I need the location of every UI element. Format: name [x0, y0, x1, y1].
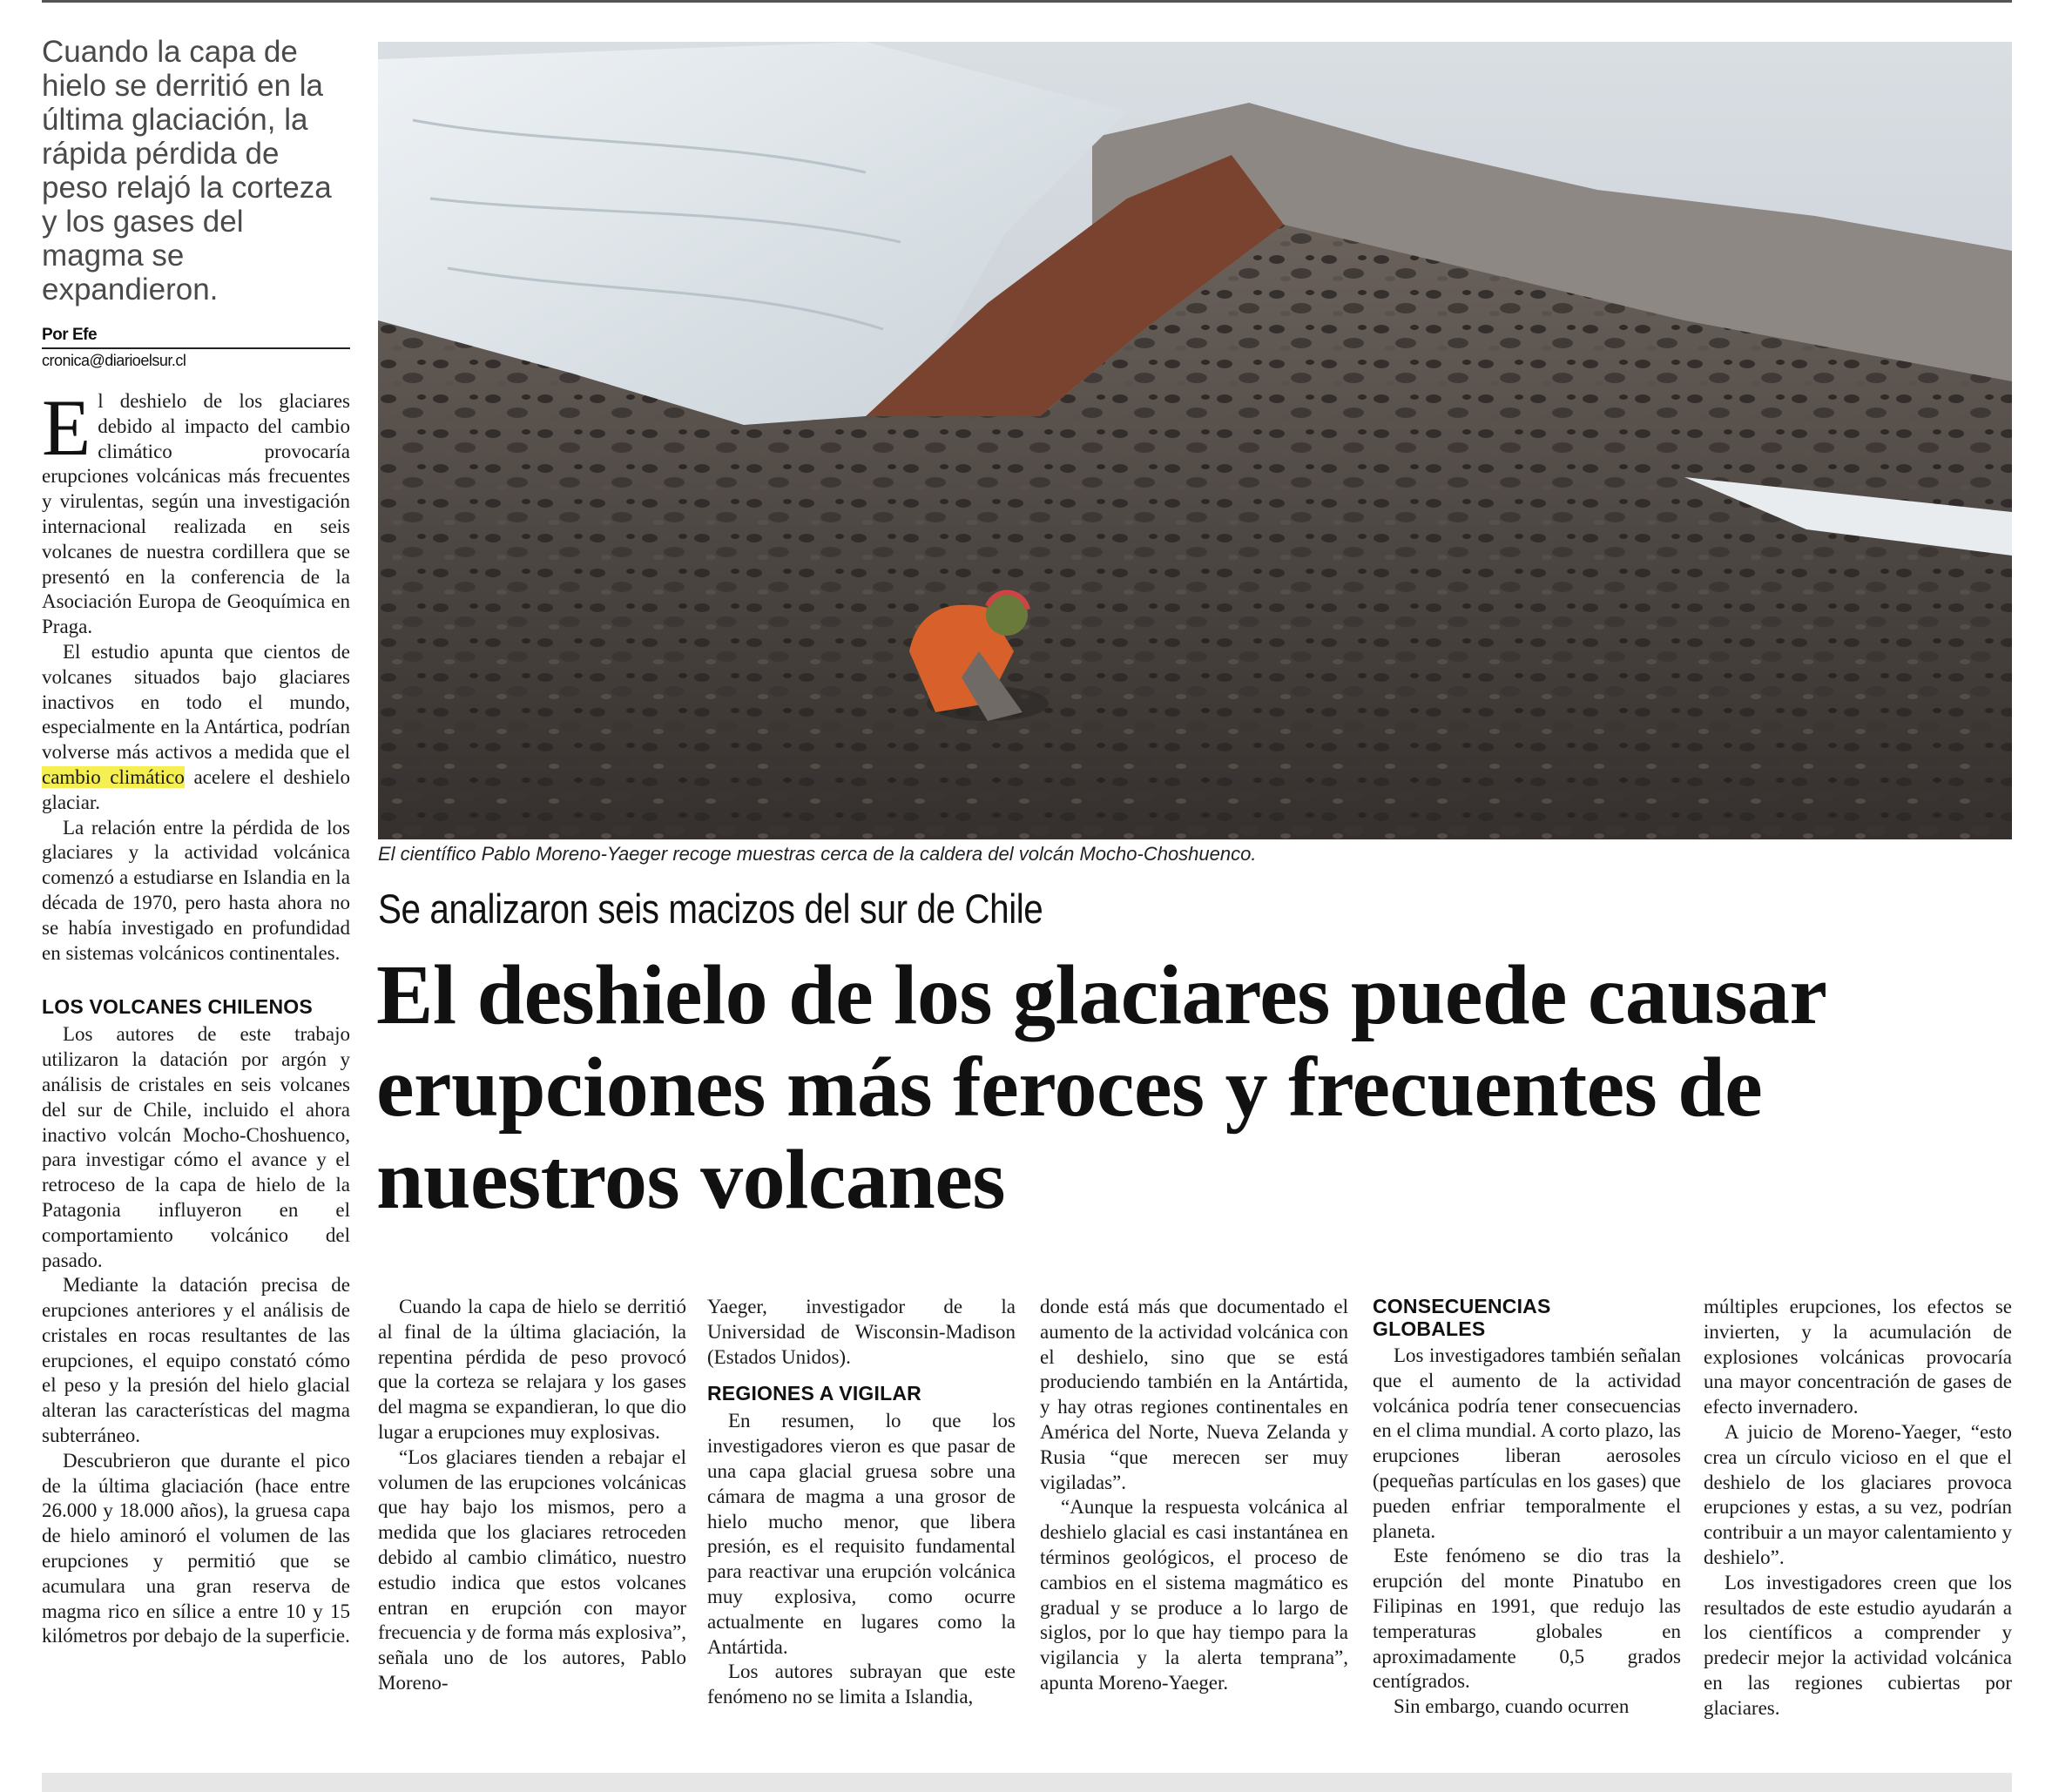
left-column — [42, 35, 350, 1649]
paragraph: donde está más que documentado el aumento de la actividad volcánica con el deshielo, sino que se está produciendo también en la Antártida, y hay otras regiones continentales en América del Norte, Nueva Zelanda y Rusia “que merecen ser muy vigiladas”. — [1040, 1296, 1348, 1493]
paragraph: Yaeger, investigador de la Universidad de Wisconsin-Madison (Estados Unidos). — [707, 1296, 1016, 1368]
article-photo — [378, 42, 2012, 839]
section-heading: REGIONES A VIGILAR — [707, 1382, 921, 1405]
column-2 — [707, 1295, 1016, 1710]
deck-summary: Cuando la capa de hielo se derritió en la última glaciación, la rápida pérdida de peso relajó la corteza y los gases del magma se expandieron. — [42, 35, 332, 307]
paragraph: “Aunque la respuesta volcánica al deshielo glacial es casi instantánea en términos geológicos, el proceso de cambios en el sistema magmático es gradual y se produce a lo largo de siglos, por lo que hay tiempo para la vigilancia y la alerta temprana”, apunta Moreno-Yaeger. — [1040, 1496, 1348, 1694]
column-3 — [1040, 1295, 1348, 1696]
main-headline: El deshielo de los glaciares puede causar erupciones más feroces y frecuentes de nuestros volcanes — [376, 948, 1826, 1227]
paragraph: múltiples erupciones, los efectos se invierten, y la acumulación de explosiones volcánicas provocaría una mayor concentración de gases de efecto invernadero. — [1704, 1296, 2012, 1418]
kicker-headline: Se analizaron seis macizos del sur de Chile — [378, 886, 1043, 932]
paragraph: El deshielo de los glaciares debido al impacto del cambio climático provocaría erupciones volcánicas más frecuentes y virulentas, según una investigación internacional realizada en seis volcanes de nuestra cordillera que se presentó en la conferencia de la Asociación Europa de Geoquímica en Praga. — [42, 383, 350, 638]
paragraph: La relación entre la pérdida de los glaciares y la actividad volcánica comenzó a estudiarse en Islandia en la década de 1970, pero hasta ahora no se había investigado en profundidad en sistemas volcánicos continentales. — [42, 816, 350, 964]
column-4 — [1373, 1295, 1681, 1720]
paragraph: Mediante la datación precisa de erupciones anteriores y el análisis de cristales en rocas resultantes de las erupciones, el equipo constató cómo el peso y la presión del hielo glacial alteran las características del magma subterráneo. — [42, 1274, 350, 1447]
paragraph: Los autores de este trabajo utilizaron la datación por argón y análisis de cristales en seis volcanes del sur de Chile, incluido el ahora inactivo volcán Mocho-Choshuenco, para investigar cómo el avance y el retroceso de la capa de hielo de la Patagonia influyeron en el comportamiento volcánico del pasado. — [42, 1023, 350, 1271]
paragraph: El estudio apunta que cientos de volcanes situados bajo glaciares inactivos en todo el mundo, especialmente en la Antártica, podrían volverse más activos a medida que el cambio climático acelere el deshielo glaciar. — [42, 640, 350, 813]
paragraph: Los investigadores también señalan que el aumento de la actividad volcánica podría tener consecuencias en el clima mundial. A corto plazo, las erupciones liberan aerosoles (pequeñas partículas en los gases) que pueden enfriar temporalmente el planeta. — [1373, 1344, 1681, 1542]
paragraph: Los autores subrayan que este fenómeno no se limita a Islandia, — [707, 1661, 1016, 1708]
paragraph: Cuando la capa de hielo se derritió al final de la última glaciación, la repentina pérdida de peso provocó que la corteza se relajara y los gases del magma se expandieran, lo que dio lugar a erupciones muy explosivas. — [378, 1296, 686, 1443]
paragraph: Descubrieron que durante el pico de la última glaciación (hace entre 26.000 y 18.000 años), la gruesa capa de hielo aminoró el volumen de las erupciones y permitió que se acumulara una gran reserva de magma rico en sílice a entre 10 y 15 kilómetros por debajo de la superficie. — [42, 1449, 350, 1647]
highlighted-text: cambio climático — [42, 765, 185, 788]
paragraph: En resumen, lo que los investigadores vieron es que pasar de una capa glacial gruesa sobre una cámara de magma a una grosor de hielo mucho menor, que libera presión, es el requisito fundamental para reactivar una erupción volcánica muy explosiva, como ocurre actualmente en lugares como la Antártida. — [707, 1410, 1016, 1658]
paragraph: Sin embargo, cuando ocurren — [1394, 1695, 1630, 1718]
byline-email: cronica@diarioelsur.cl — [42, 352, 186, 369]
paragraph: “Los glaciares tienden a rebajar el volumen de las erupciones volcánicas que hay bajo los mismos, pero a medida que los glaciares retroceden debido al cambio climático, nuestro estudio indica que estos volcanes entran en erupción con mayor frecuencia y de forma más explosiva”, señala uno de los autores, Pablo Moreno- — [378, 1445, 686, 1694]
paragraph: Los investigadores creen que los resultados de este estudio ayudarán a los científicos a comprender y predecir mejor la actividad volcánica en las regiones cubiertas por glaciares. — [1704, 1571, 2012, 1719]
byline-author: Por Efe — [42, 326, 350, 349]
photo-caption: El científico Pablo Moreno-Yaeger recoge muestras cerca de la caldera del volcán Mocho-Choshuenco. — [378, 843, 1257, 865]
column-1 — [378, 1295, 686, 1696]
column-5 — [1704, 1295, 2012, 1721]
paragraph: Este fenómeno se dio tras la erupción del monte Pinatubo en Filipinas en 1991, que redujo las temperaturas globales en aproximadamente 0,5 grados centígrados. — [1373, 1545, 1681, 1693]
section-heading: LOS VOLCANES CHILENOS — [42, 995, 313, 1019]
paragraph: A juicio de Moreno-Yaeger, “esto crea un círculo vicioso en el que el deshielo de los glaciares provoca erupciones y estas, a su vez, podrían contribuir a un mayor calentamiento y deshielo”. — [1704, 1420, 2012, 1568]
bottom-band — [42, 1773, 2012, 1792]
drop-cap: E — [42, 383, 91, 472]
section-heading: CONSECUENCIAS GLOBALES — [1373, 1295, 1551, 1340]
top-rule — [42, 0, 2012, 3]
left-body-text — [42, 383, 350, 1649]
